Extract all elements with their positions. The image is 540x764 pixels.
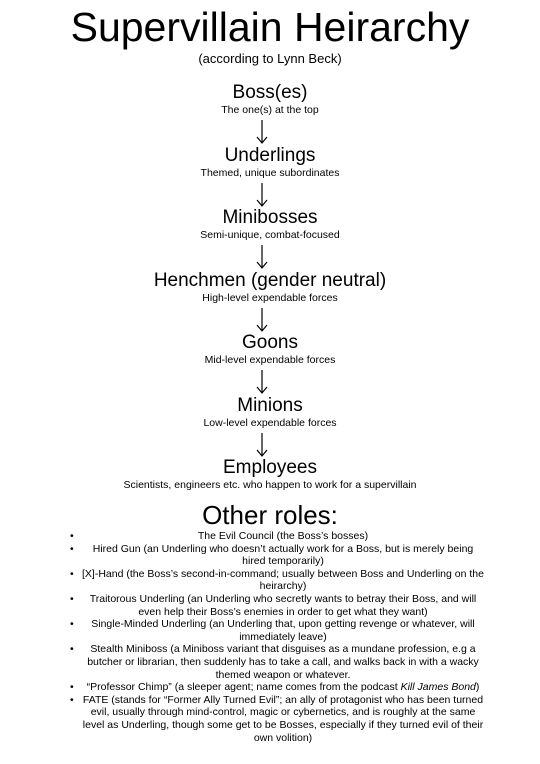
list-item: • FATE (stands for “Former Ally Turned Evil”; an ally of protagonist who has been turned evil, usually through mind-control, magic or cybernetics, and is roughly at the same level as Underling, though some get to be Bosses, especially if they turned evil of their own volition)	[70, 694, 490, 744]
tier-description: Low-level expendable forces	[203, 416, 337, 429]
other-roles-list	[70, 530, 490, 744]
podcast-title: Kill James Bond	[400, 681, 476, 694]
down-arrow-icon	[254, 244, 270, 270]
down-arrow-icon	[254, 369, 270, 395]
tier-4	[0, 332, 540, 367]
list-item: • “Professor Chimp” (a sleeper agent; name comes from the podcast Kill James Bond)	[70, 681, 490, 694]
list-item: • The Evil Council (the Boss’s bosses)	[70, 530, 490, 543]
tier-description: The one(s) at the top	[221, 104, 319, 116]
tier-name: Goons	[242, 332, 298, 353]
list-item: • Single-Minded Underling (an Underling that, upon getting revenge or whatever, will immediately leave)	[70, 618, 490, 643]
down-arrow-icon	[254, 307, 270, 333]
tier-name: Boss(es)	[232, 82, 308, 103]
tier-5	[0, 395, 540, 430]
list-item: • Traitorous Underling (an Underling who secretly wants to betray their Boss, and will even help their Boss’s enemies in order to get what they want)	[70, 593, 490, 618]
tier-description: High-level expendable forces	[202, 291, 338, 304]
tier-name: Minions	[237, 394, 303, 416]
tier-description: Mid-level expendable forces	[204, 354, 336, 366]
tier-1	[0, 145, 540, 180]
list-item: • [X]-Hand (the Boss’s second-in-command; usually between Boss and Underling on the heirarchy)	[70, 568, 490, 593]
tier-name: Underlings	[224, 144, 316, 166]
tier-description: Scientists, engineers etc. who happen to work for a supervillain	[123, 479, 417, 491]
down-arrow-icon	[254, 432, 270, 458]
page-subtitle: (according to Lynn Beck)	[198, 51, 342, 66]
tier-name: Henchmen (gender neutral)	[153, 269, 387, 291]
tier-name: Employees	[223, 457, 317, 478]
tier-name: Minibosses	[222, 207, 318, 228]
other-roles-heading: Other roles:	[202, 500, 338, 530]
list-item: • Hired Gun (an Underling who doesn’t actually work for a Boss, but is merely being hired temporarily)	[70, 543, 490, 568]
tier-description: Semi-unique, combat-focused	[200, 229, 340, 241]
tier-2	[0, 207, 540, 242]
down-arrow-icon	[254, 182, 270, 208]
tier-description: Themed, unique subordinates	[200, 166, 340, 179]
list-item: • Stealth Miniboss (a Miniboss variant that disguises as a mundane profession, e.g a butcher or librarian, then suddenly has to take a call, and walks back in with a wacky themed weapon or whatever.	[70, 643, 490, 681]
down-arrow-icon	[254, 119, 270, 145]
tier-0	[0, 82, 540, 117]
tier-3	[0, 270, 540, 305]
page-title: Supervillain Heirarchy	[70, 4, 470, 50]
tier-6	[0, 457, 540, 492]
